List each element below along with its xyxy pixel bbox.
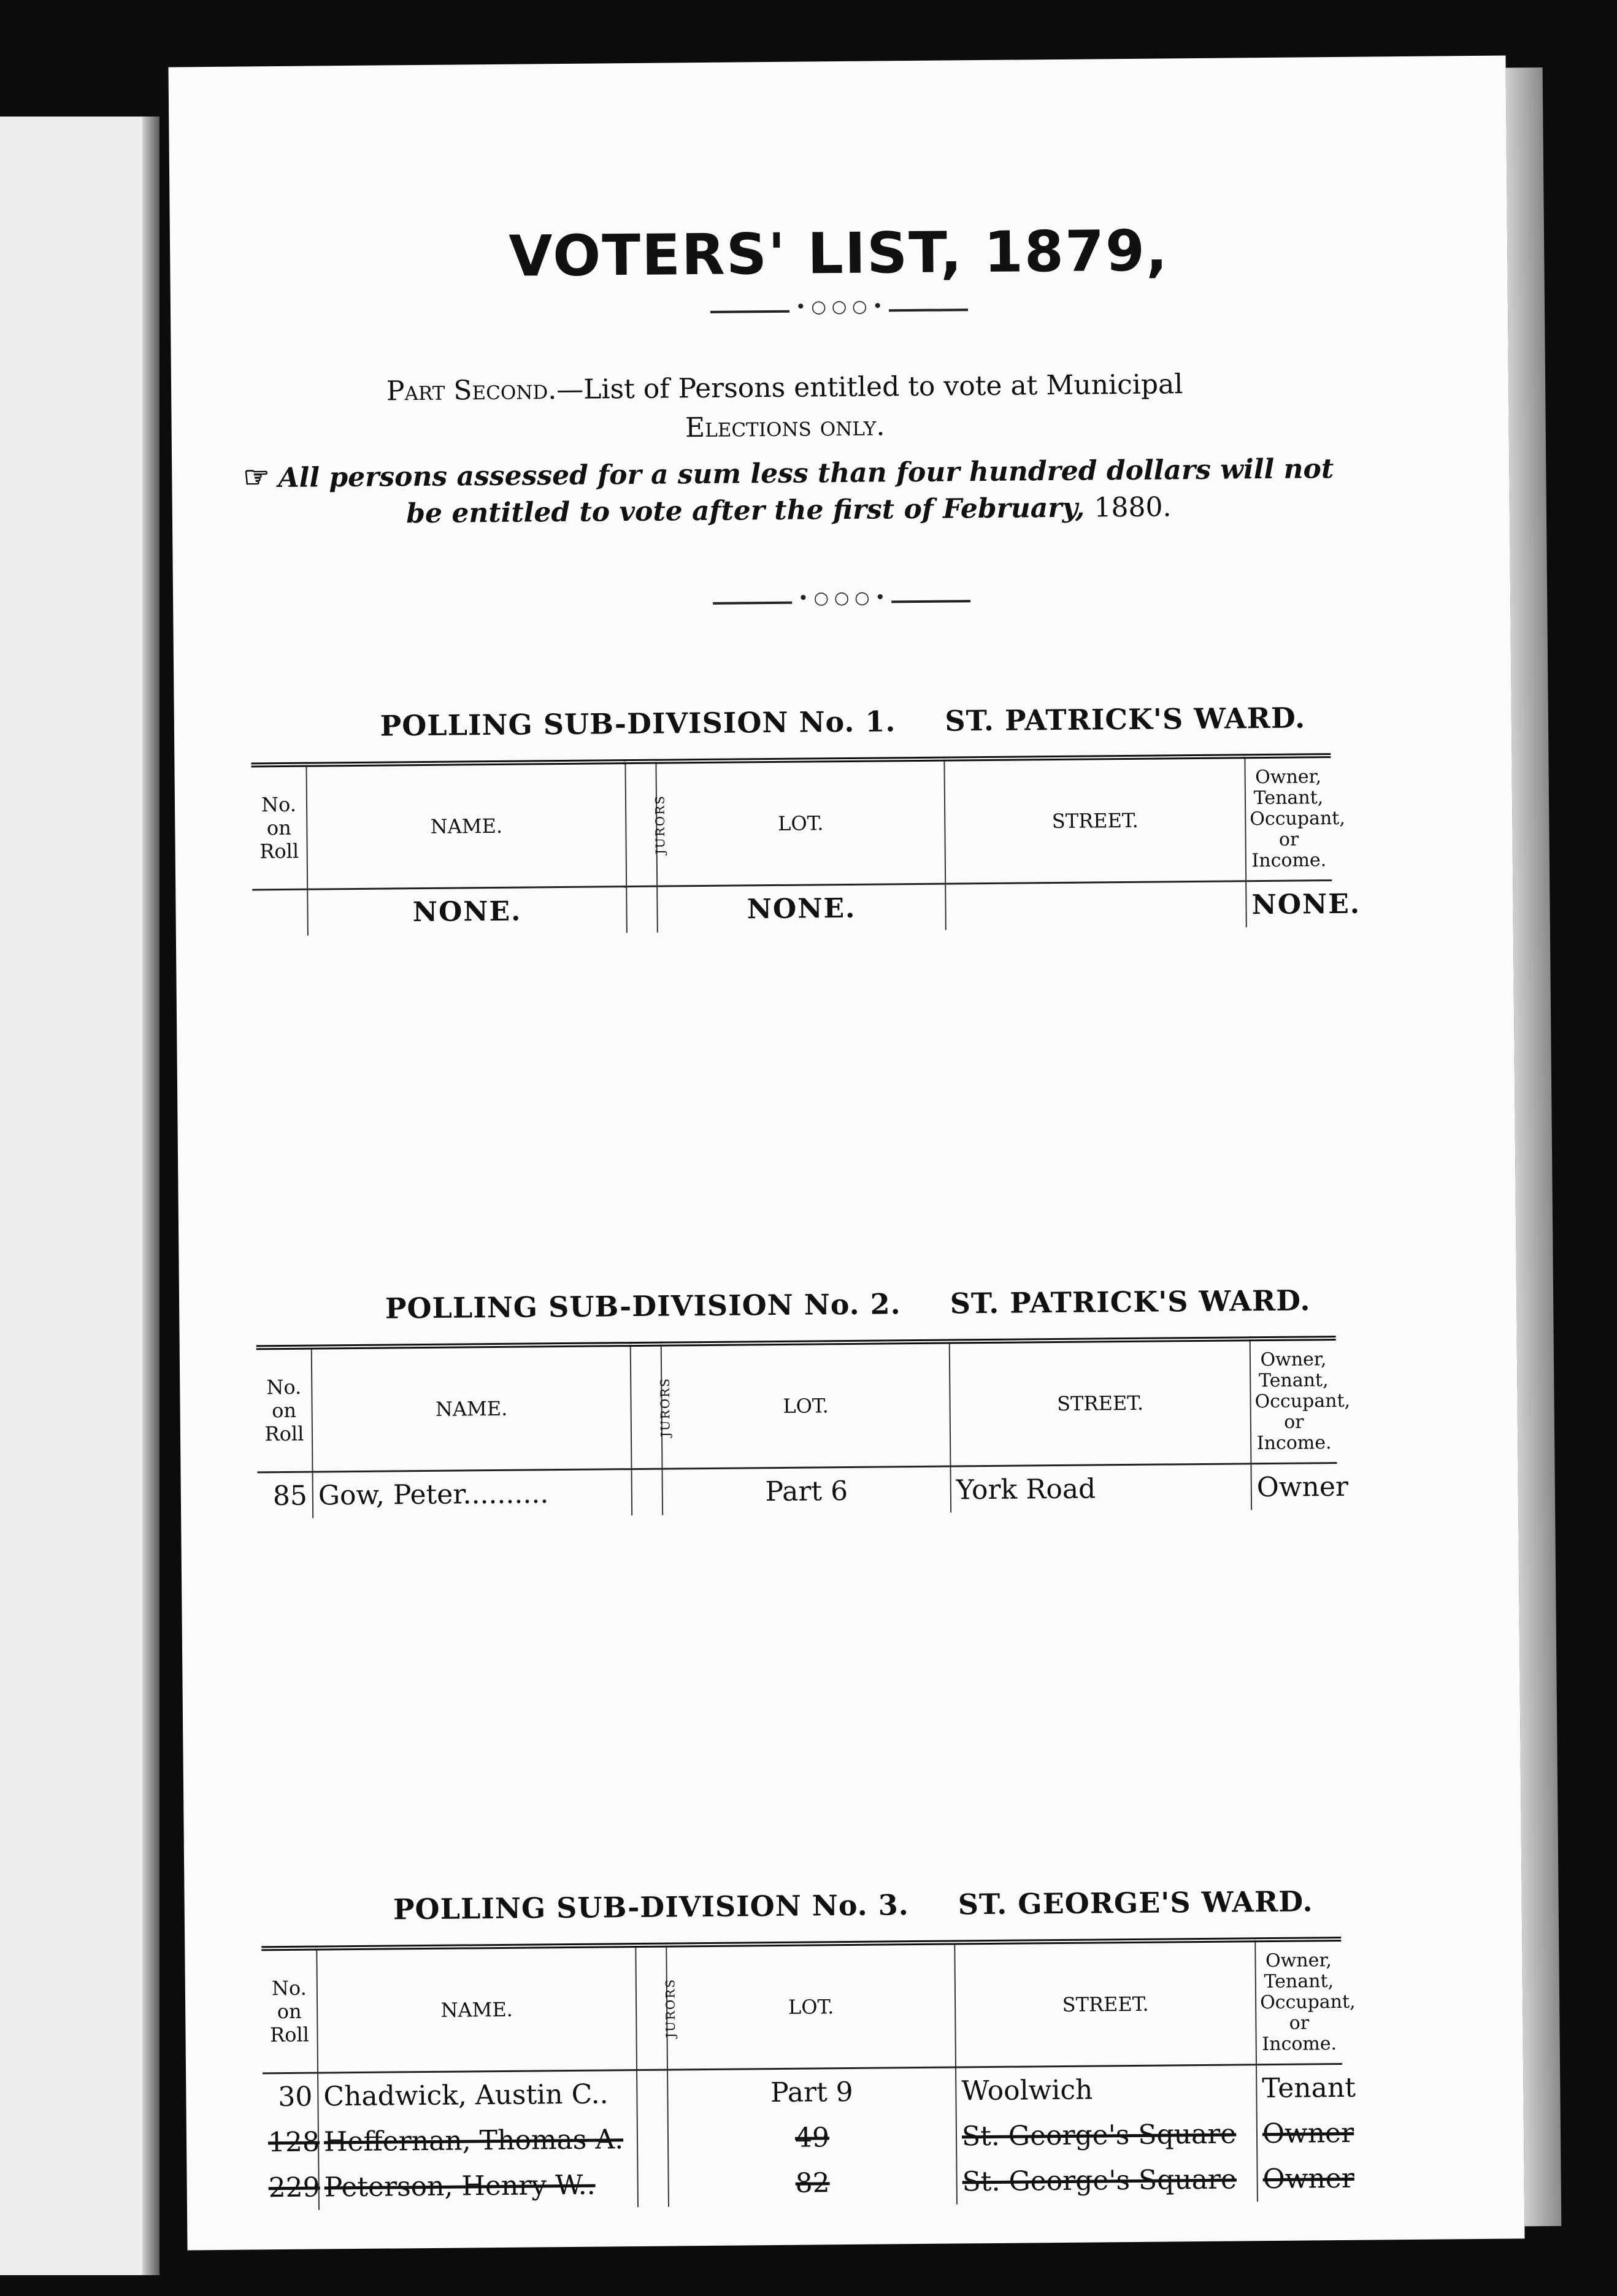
status-cell: Tenant — [1256, 2064, 1343, 2111]
jurors-cell — [637, 2162, 669, 2207]
status-cell: Owner — [1251, 1463, 1337, 1510]
street-cell: St. George's Square — [956, 2111, 1258, 2159]
section-1-table — [251, 753, 1361, 936]
header-name: NAME. — [306, 762, 626, 889]
header-street: STREET. — [944, 756, 1246, 884]
none-lot: NONE. — [657, 884, 946, 933]
section-1-heading — [174, 700, 1511, 744]
document-title: VOTERS' LIST, 1879, — [509, 218, 1169, 289]
roll-number: 229 — [268, 2172, 320, 2203]
assessment-notice — [239, 450, 1338, 534]
lot-cell: 49 — [668, 2114, 957, 2162]
voter-name: Chadwick, Austin C.. — [318, 2070, 637, 2119]
roll-number: 30 — [278, 2081, 313, 2113]
header-street: STREET. — [954, 1940, 1256, 2067]
voter-name: Peterson, Henry W.. — [318, 2162, 638, 2210]
section-2-heading — [179, 1282, 1516, 1326]
header-owner-status: Owner, Tenant, Occupant, or Income. — [1255, 1939, 1342, 2065]
roll-number: 85 — [272, 1480, 308, 1512]
street-cell: York Road — [950, 1464, 1251, 1513]
header-jurors — [636, 1945, 678, 2070]
section-2-table — [256, 1336, 1351, 1518]
pointing-hand-icon: ☞ — [243, 460, 270, 495]
header-lot: LOT. — [656, 759, 945, 887]
header-name: NAME. — [312, 1344, 632, 1472]
header-street: STREET. — [950, 1339, 1251, 1466]
none-spacer — [945, 881, 1246, 930]
table-row-struck — [263, 2156, 1343, 2210]
header-jurors-label: JURORS — [663, 1978, 678, 2038]
notice-year: 1880. — [1094, 491, 1172, 524]
street-cell: St. George's Square — [956, 2156, 1258, 2204]
roll-number: 128 — [267, 2126, 320, 2158]
status-cell: Owner — [1257, 2156, 1343, 2202]
header-jurors-label: JURORS — [652, 794, 668, 855]
facing-page-edge — [0, 117, 159, 2275]
header-lot: LOT. — [661, 1342, 951, 1469]
section-3-table — [261, 1937, 1356, 2210]
section-3-ward: ST. GEORGE'S WARD. — [958, 1885, 1313, 1921]
section-3-heading — [185, 1883, 1522, 1927]
ornamental-rule-top — [710, 308, 968, 313]
none-row — [252, 881, 1332, 936]
header-jurors-label: JURORS — [657, 1377, 673, 1437]
header-jurors — [631, 1344, 673, 1469]
subtitle-part-label: Part Second. — [386, 374, 557, 407]
subtitle-line2: Elections only. — [685, 410, 885, 444]
section-1-subdivision: POLLING SUB-DIVISION No. 1. — [380, 705, 896, 743]
none-spacer — [252, 889, 308, 936]
table-row — [258, 1463, 1338, 1519]
jurors-cell — [637, 2070, 668, 2116]
header-no-on-roll: No. on Roll — [261, 1948, 318, 2073]
section-1-ward: ST. PATRICK'S WARD. — [945, 701, 1306, 738]
section-3-subdivision: POLLING SUB-DIVISION No. 3. — [393, 1888, 909, 1926]
jurors-cell — [631, 1469, 663, 1515]
section-2-subdivision: POLLING SUB-DIVISION No. 2. — [385, 1287, 901, 1325]
subtitle-line1: —List of Persons entitled to vote at Municipal — [556, 369, 1183, 406]
document-page — [169, 56, 1525, 2251]
notice-text: All persons assessed for a sum less than four hundred dollars will not be entitled to vote after the first of February, — [278, 453, 1334, 530]
header-no-on-roll: No. on Roll — [256, 1347, 313, 1472]
header-name: NAME. — [317, 1945, 637, 2073]
header-lot: LOT. — [666, 1943, 956, 2070]
section-2-ward: ST. PATRICK'S WARD. — [950, 1284, 1311, 1320]
header-jurors — [625, 762, 668, 887]
ornamental-rule-middle — [713, 600, 970, 605]
header-owner-status: Owner, Tenant, Occupant, or Income. — [1250, 1338, 1337, 1464]
none-name: NONE. — [307, 887, 627, 936]
lot-cell: Part 6 — [662, 1466, 951, 1515]
jurors-cell — [637, 2116, 669, 2162]
header-owner-status: Owner, Tenant, Occupant, or Income. — [1245, 756, 1332, 881]
street-cell: Woolwich — [956, 2065, 1257, 2114]
lot-cell: Part 9 — [667, 2067, 956, 2116]
status-cell: Owner — [1257, 2110, 1343, 2156]
document-subtitle — [355, 365, 1215, 451]
header-no-on-roll: No. on Roll — [251, 765, 307, 890]
none-spacer — [626, 886, 658, 933]
lot-cell: 82 — [668, 2159, 957, 2206]
voter-name: Gow, Peter.......... — [313, 1469, 632, 1518]
none-status: NONE. — [1246, 881, 1332, 928]
voter-name: Heffernan, Thomas A. — [318, 2116, 638, 2165]
